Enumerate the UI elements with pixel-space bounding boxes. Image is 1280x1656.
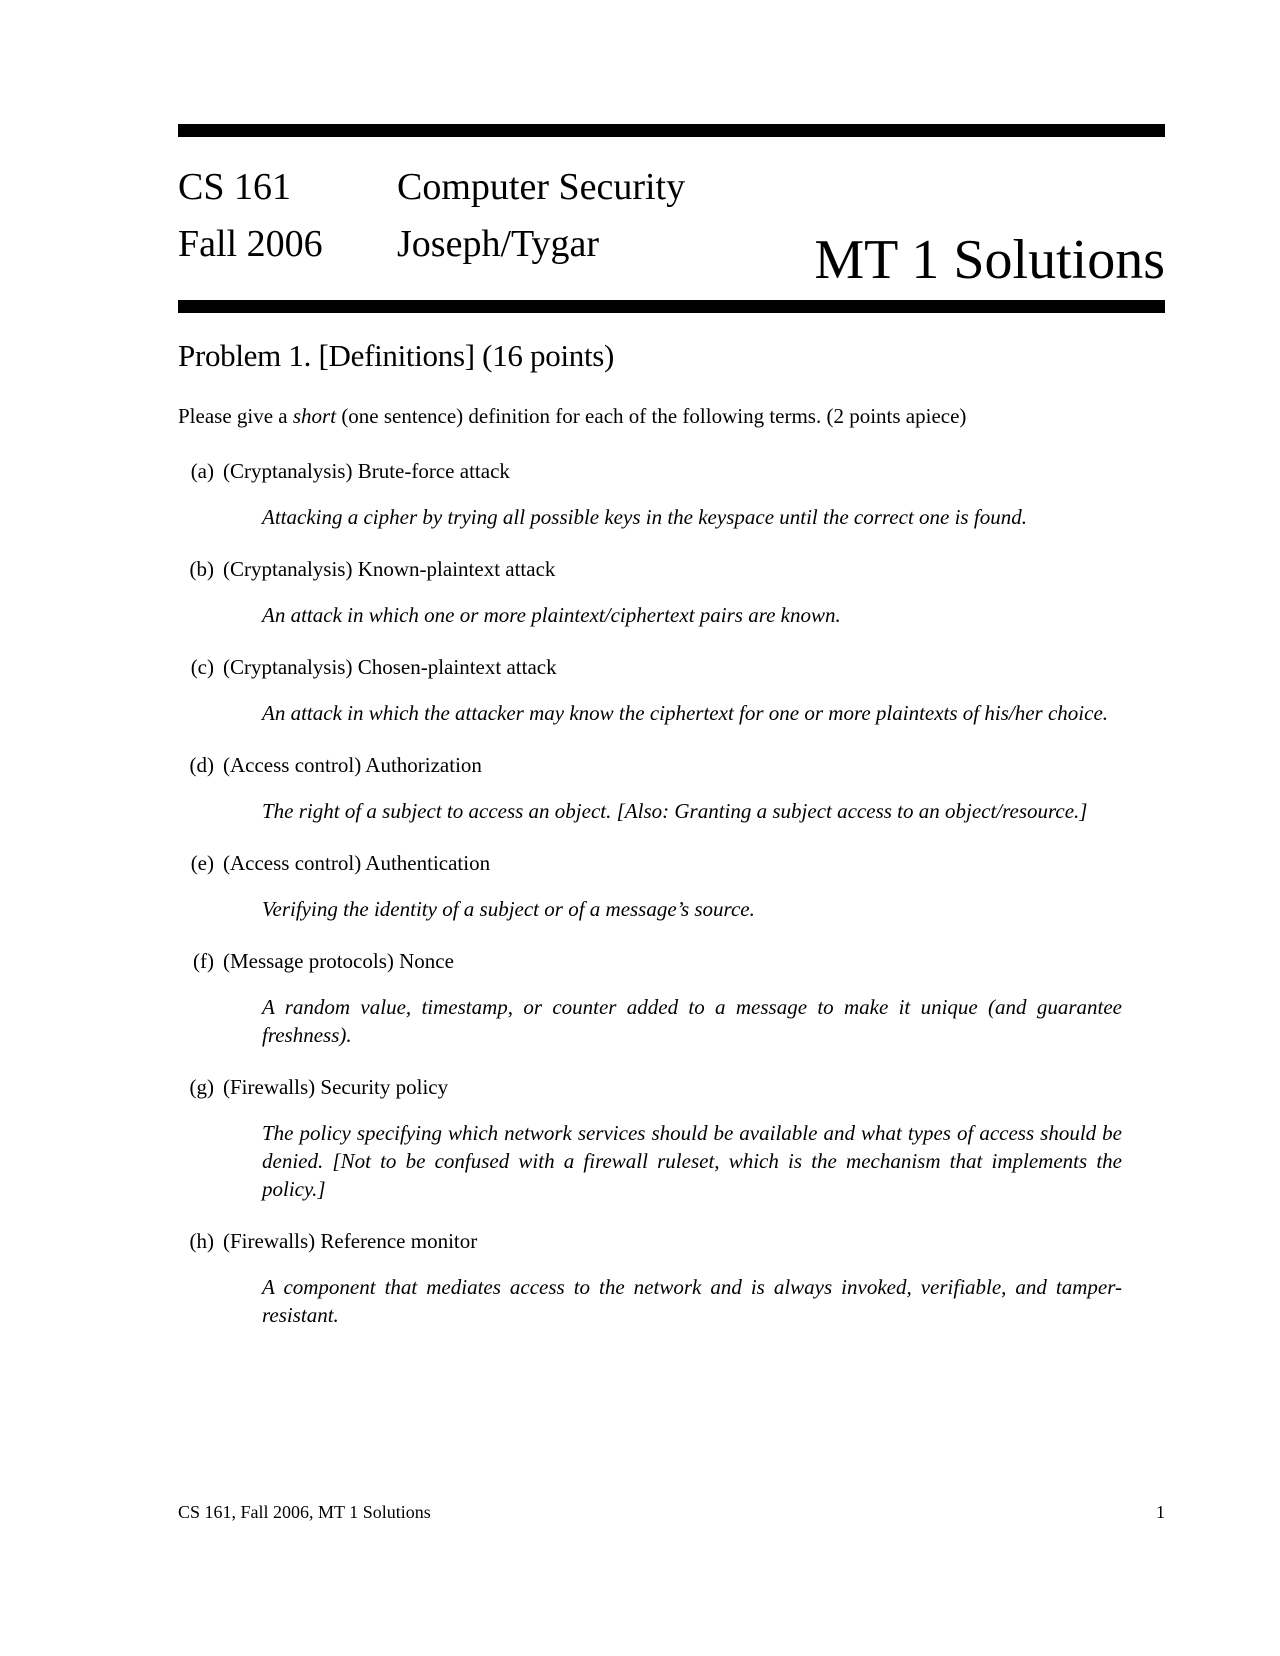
definition-item-h [178, 1228, 1165, 1329]
definition-item-e [178, 850, 1165, 923]
definition-item-g [178, 1074, 1165, 1203]
item-head [178, 1228, 1165, 1255]
intro-post: (one sentence) definition for each of the following terms. (2 points apiece) [336, 404, 967, 428]
intro-text [178, 403, 1165, 430]
item-answer: Verifying the identity of a subject or of a message’s source. [262, 897, 755, 921]
item-head [178, 1074, 1165, 1101]
item-head [178, 948, 1165, 975]
definition-item-f [178, 948, 1165, 1049]
text-column [178, 0, 1165, 1329]
header-course-block [178, 159, 323, 273]
definition-item-a [178, 458, 1165, 531]
problem-heading: Problem 1. [Definitions] (16 points) [178, 338, 615, 373]
item-term: (Cryptanalysis) Chosen-plaintext attack [223, 655, 557, 679]
course-term: Fall 2006 [178, 223, 323, 265]
header-title-block [397, 159, 685, 273]
bottom-rule [178, 300, 1165, 313]
item-label: (b) [189, 557, 214, 581]
definition-item-d [178, 752, 1165, 825]
item-term: (Message protocols) Nonce [223, 949, 454, 973]
page-footer [178, 1500, 1165, 1524]
footer-page-number: 1 [1156, 1502, 1165, 1522]
intro-emphasis: short [292, 404, 337, 428]
intro-pre: Please give a [178, 404, 293, 428]
top-rule [178, 124, 1165, 137]
item-term: (Access control) Authorization [223, 753, 482, 777]
item-term: (Cryptanalysis) Known-plaintext attack [223, 557, 556, 581]
item-answer: An attack in which one or more plaintext/ciphertext pairs are known. [262, 603, 841, 627]
item-term: (Firewalls) Security policy [223, 1075, 449, 1099]
item-label: (a) [190, 459, 214, 483]
item-head [178, 458, 1165, 485]
footer-left: CS 161, Fall 2006, MT 1 Solutions [178, 1502, 431, 1522]
instructors: Joseph/Tygar [397, 223, 600, 265]
doc-title: MT 1 Solutions [814, 229, 1165, 291]
item-answer: An attack in which the attacker may know the ciphertext for one or more plaintexts of his/her choice. [262, 701, 1109, 725]
definition-item-b [178, 556, 1165, 629]
item-head [178, 752, 1165, 779]
item-term: (Access control) Authentication [223, 851, 491, 875]
definition-item-c [178, 654, 1165, 727]
item-answer: The policy specifying which network services should be available and what types of access should be denied. [Not to be confused with a firewall ruleset, which is the mechanism that implements the policy.] [262, 1121, 1122, 1201]
course-code: CS 161 [178, 166, 291, 208]
course-title: Computer Security [397, 166, 686, 208]
item-term: (Cryptanalysis) Brute-force attack [223, 459, 510, 483]
item-head [178, 556, 1165, 583]
item-head [178, 654, 1165, 681]
item-answer: A random value, timestamp, or counter added to a message to make it unique (and guarantee freshness). [262, 995, 1122, 1047]
item-answer: Attacking a cipher by trying all possible keys in the keyspace until the correct one is found. [262, 505, 1027, 529]
header [178, 137, 1165, 300]
item-answer: The right of a subject to access an object. [Also: Granting a subject access to an object/resource.] [262, 799, 1088, 823]
item-term: (Firewalls) Reference monitor [223, 1229, 478, 1253]
item-label: (c) [190, 655, 214, 679]
definition-list [178, 458, 1165, 1329]
item-answer: A component that mediates access to the network and is always invoked, verifiable, and tamper-resistant. [262, 1275, 1122, 1327]
item-label: (h) [189, 1229, 214, 1253]
item-label: (g) [189, 1075, 214, 1099]
item-head [178, 850, 1165, 877]
item-label: (f) [193, 949, 214, 973]
item-label: (d) [189, 753, 214, 777]
item-label: (e) [190, 851, 214, 875]
